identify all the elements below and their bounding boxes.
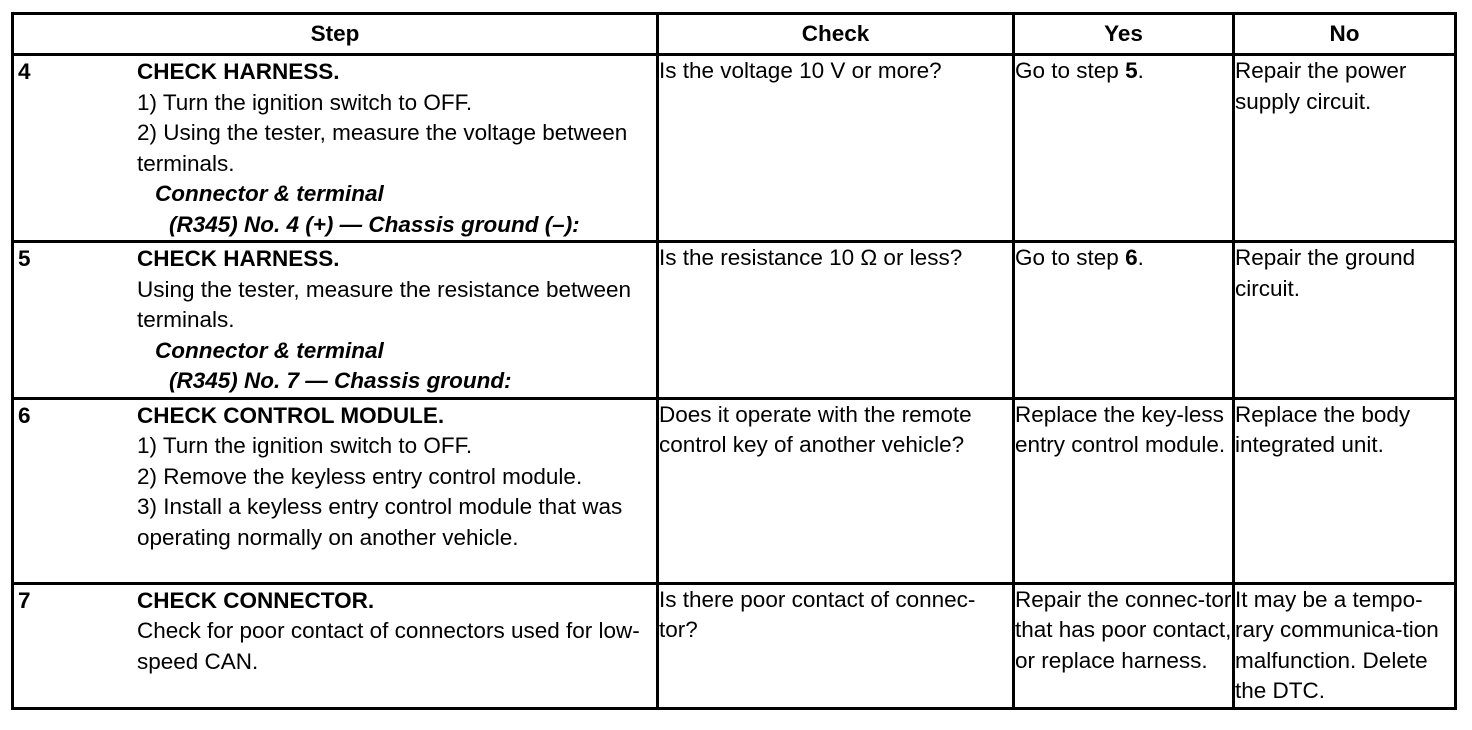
no-cell: It may be a tempo-rary communica-tion malfunction. Delete the DTC. [1234,583,1456,708]
header-yes: Yes [1014,14,1234,55]
yes-text-suffix: . [1137,245,1144,270]
table-row [13,583,1456,708]
check-cell: Is there poor contact of connec-tor? [658,583,1014,708]
no-cell: Repair the ground circuit. [1234,242,1456,399]
table-row [13,242,1456,399]
step-instruction: 2) Remove the keyless entry control module. [137,463,583,489]
check-cell: Does it operate with the remote control key of another vehicle? [658,398,1014,583]
header-check: Check [658,14,1014,55]
connector-label: Connector & terminal [155,337,384,363]
step-title: CHECK HARNESS. [137,59,340,84]
no-cell: Replace the body integrated unit. [1234,398,1456,583]
no-cell: Repair the power supply circuit. [1234,55,1456,242]
connector-value: (R345) No. 7 — Chassis ground: [169,368,512,393]
step-instruction: 1) Turn the ignition switch to OFF. [137,89,473,115]
step-instruction: Check for poor contact of connectors used for low-speed CAN. [137,618,640,674]
step-cell [13,55,658,242]
yes-cell [1014,55,1234,242]
yes-cell: Repair the connec-tor that has poor contact, or replace harness. [1014,583,1234,708]
step-title: CHECK CONNECTOR. [137,587,375,613]
header-step: Step [13,14,658,55]
step-instruction: Using the tester, measure the resistance between terminals. [137,276,632,332]
step-title: CHECK HARNESS. [137,246,340,271]
step-title: CHECK CONTROL MODULE. [137,402,445,428]
step-instruction: 3) Install a keyless entry control module that was operating normally on another vehicle. [137,494,623,550]
table-row [13,398,1456,583]
yes-text: Go to step [1015,58,1126,83]
header-no: No [1234,14,1456,55]
yes-text: Go to step [1015,245,1126,270]
diagnostic-table [11,12,1457,710]
check-cell: Is the voltage 10 V or more? [658,55,1014,242]
check-cell: Is the resistance 10 Ω or less? [658,242,1014,399]
step-cell [13,242,658,399]
step-number: 7 [18,587,31,613]
step-cell [13,583,658,708]
yes-step-link: 5 [1125,58,1138,83]
yes-step-link: 6 [1125,245,1138,270]
yes-cell: Replace the key-less entry control module. [1014,398,1234,583]
step-cell [13,398,658,583]
header-row [13,14,1456,55]
yes-text-suffix: . [1137,58,1144,83]
table-row [13,55,1456,242]
step-instruction: 1) Turn the ignition switch to OFF. [137,433,473,458]
connector-value: (R345) No. 4 (+) — Chassis ground (–): [169,211,580,237]
step-instruction: 2) Using the tester, measure the voltage between terminals. [137,120,628,176]
step-number: 5 [18,246,31,271]
connector-label: Connector & terminal [155,181,384,206]
yes-cell [1014,242,1234,399]
step-number: 6 [18,402,31,428]
step-number: 4 [18,59,31,84]
